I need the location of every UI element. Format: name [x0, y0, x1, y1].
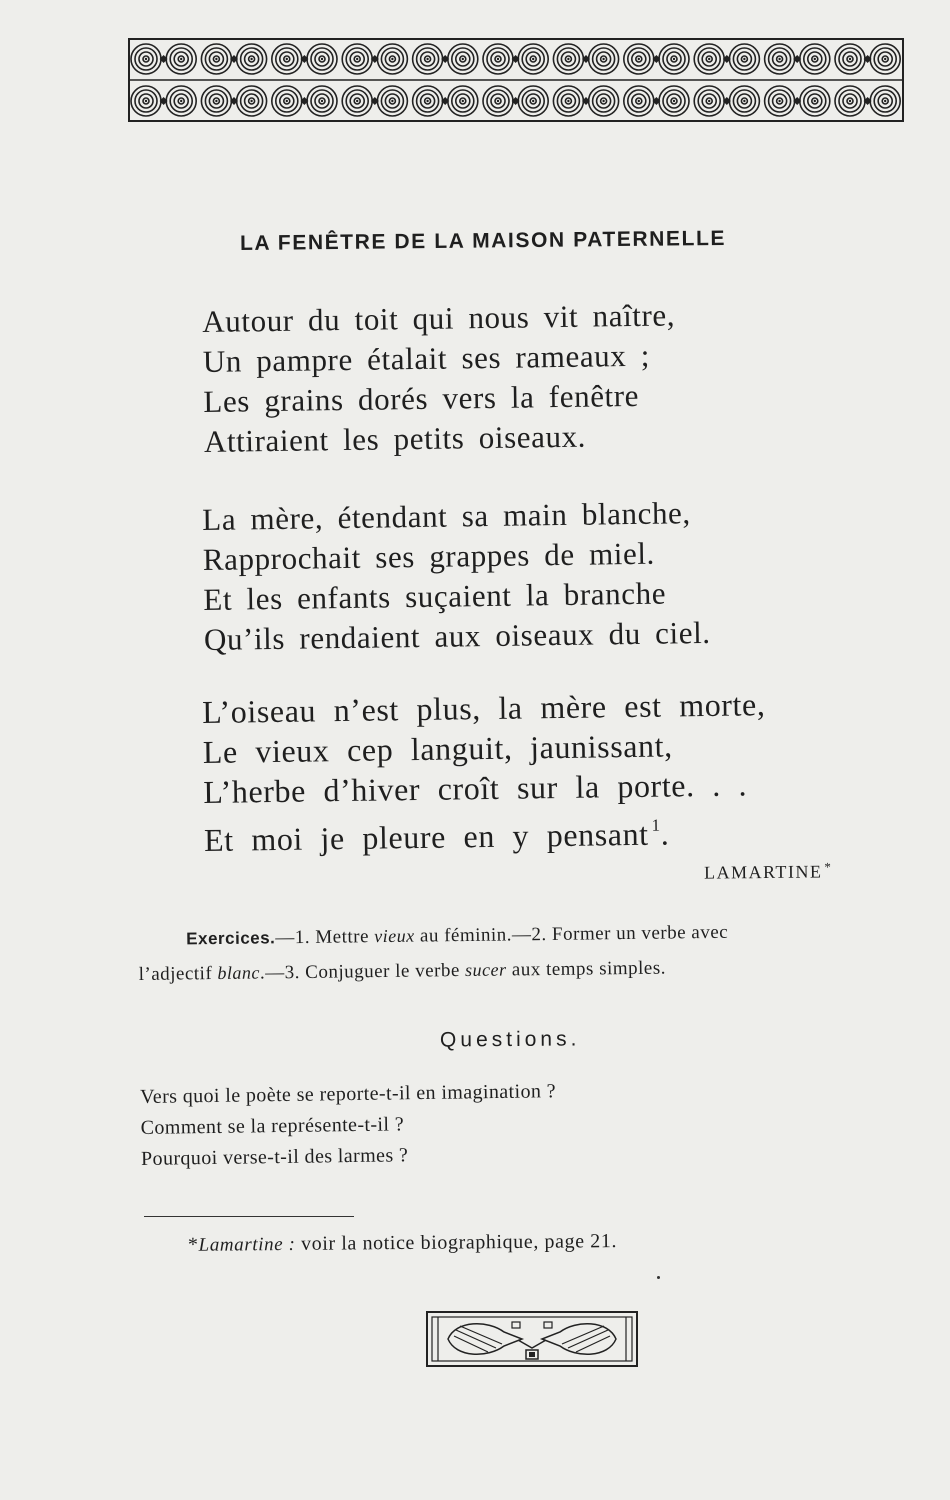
exercise-word: vieux [374, 925, 415, 947]
stanza-3 [202, 683, 864, 860]
verse-line: Attiraient les petits oiseaux. [203, 418, 587, 459]
spiral-motif [201, 86, 231, 116]
spiral-motif [582, 86, 619, 116]
verse-line: Le vieux cep languit, jaunissant, [202, 727, 673, 770]
note-marker: 1 [651, 815, 661, 835]
spiral-motif [230, 86, 267, 116]
stanza-2 [202, 491, 864, 660]
verse-line: Un pampre étalait ses rameaux ; [202, 337, 651, 379]
question-item: Vers quoi le poète se reporte-t-il en imagination ? [140, 1080, 557, 1108]
spiral-motif [441, 86, 478, 116]
author-star: * [824, 859, 833, 875]
spiral-motif [624, 86, 654, 116]
spiral-motif [441, 44, 478, 74]
spiral-motif [371, 86, 408, 116]
spiral-motif [582, 44, 619, 74]
questions-heading: Questions. [439, 1027, 581, 1052]
spiral-motif [201, 44, 231, 74]
verse-text: Et moi je pleure en y pensant [203, 815, 649, 858]
spiral-motif [765, 44, 795, 74]
spiral-motif [652, 86, 689, 116]
verse-line [204, 803, 865, 860]
stray-dot [657, 1276, 660, 1279]
spiral-motif [483, 86, 513, 116]
footnote-star: * [187, 1233, 199, 1256]
footnote-name: Lamartine [198, 1234, 284, 1256]
spiral-motif [230, 44, 267, 74]
footnote-text: voir la notice biographique, page 21. [295, 1230, 618, 1255]
spiral-motif [864, 44, 901, 74]
exercise-word: blanc [217, 962, 261, 984]
spiral-motif [483, 44, 513, 74]
spiral-motif [723, 86, 760, 116]
spiral-motif [300, 86, 337, 116]
spiral-motif [413, 44, 443, 74]
exercise-text: —1. Mettre [275, 926, 375, 949]
bottom-ornament [426, 1310, 638, 1370]
footnote [188, 1230, 617, 1257]
spiral-motif [553, 86, 583, 116]
verse-line: Qu’ils rendaient aux oiseaux du ciel. [203, 614, 711, 657]
exercise-text: au féminin.—2. Former un verbe avec [414, 921, 729, 947]
poem-title: LA FENÊTRE DE LA MAISON PATERNELLE [239, 226, 727, 255]
verse-line: La mère, étendant sa main blanche, [202, 495, 691, 537]
author-name: LAMARTINE [703, 861, 823, 883]
spiral-motif [793, 44, 830, 74]
spiral-motif [131, 86, 161, 116]
ornamental-spiral-band [128, 38, 904, 122]
exercises-block [138, 912, 939, 992]
spiral-motif [371, 44, 408, 74]
spiral-motif [413, 86, 443, 116]
exercise-text: .—3. Conjuguer le verbe [259, 960, 466, 984]
spiral-motif [723, 44, 760, 74]
verse-line: L’oiseau n’est plus, la mère est morte, [202, 686, 766, 730]
footnote-divider [144, 1216, 354, 1217]
spiral-motif [342, 86, 372, 116]
spiral-motif [793, 86, 830, 116]
footnote-colon: : [283, 1233, 296, 1256]
stanza-1 [202, 293, 864, 462]
spiral-motif [835, 44, 865, 74]
verse-line: Rapprochait ses grappes de miel. [202, 535, 656, 577]
verse-line: Les grains dorés vers la fenêtre [203, 377, 640, 419]
spiral-motif [694, 44, 724, 74]
verse-line: Et les enfants suçaient la branche [203, 575, 667, 617]
exercise-text: l’adjectif [138, 963, 218, 985]
question-item: Comment se la représente-t-il ? [140, 1113, 405, 1139]
exercise-text: aux temps simples. [506, 957, 667, 981]
question-item: Pourquoi verse-t-il des larmes ? [140, 1144, 409, 1170]
final-period: . [660, 815, 670, 852]
verse-line: Autour du toit qui nous vit naître, [202, 297, 676, 339]
spiral-motif [652, 44, 689, 74]
questions-list [140, 1073, 781, 1175]
spiral-motif [342, 44, 372, 74]
spiral-motif [553, 44, 583, 74]
spiral-motif [512, 44, 549, 74]
exercise-word: sucer [464, 959, 507, 981]
spiral-motif [272, 44, 302, 74]
spiral-motif [300, 44, 337, 74]
spiral-motif [160, 86, 197, 116]
spiral-motif [512, 86, 549, 116]
spiral-motif [131, 44, 161, 74]
spiral-motif [765, 86, 795, 116]
spiral-motif [160, 44, 197, 74]
author-signature [704, 859, 833, 883]
spiral-motif [694, 86, 724, 116]
spiral-motif [835, 86, 865, 116]
spiral-motif [864, 86, 901, 116]
verse-line: L’herbe d’hiver croît sur la porte. . . [203, 766, 748, 810]
exercises-heading: Exercices. [186, 928, 276, 949]
spiral-motif [272, 86, 302, 116]
spiral-motif [624, 44, 654, 74]
